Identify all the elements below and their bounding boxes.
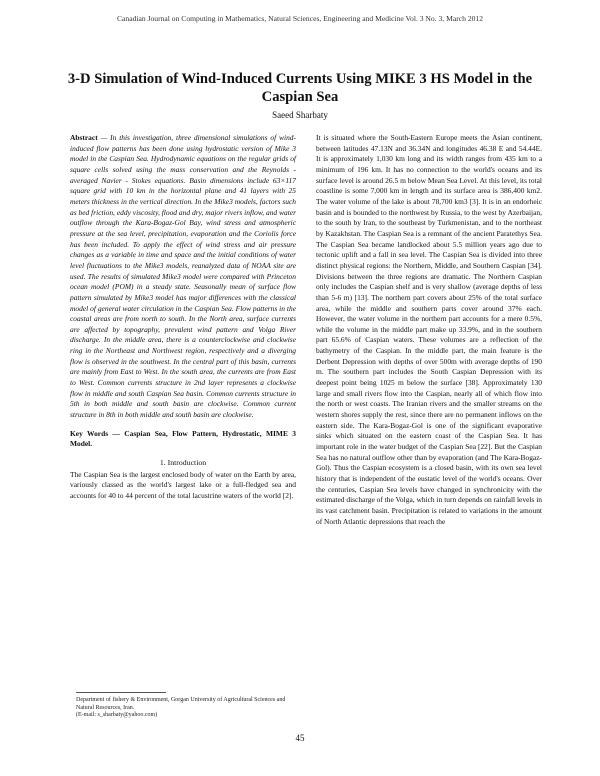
right-column-text: It is situated where the South-Eastern Europe meets the Asian continent, between latitudes 47.13N and 36.34N and longitudes 46.38 E and 54.44E. It is approximately 1,030 km long and its width ranges from 435 km to a minimum of 196 km. It has no connection to the world's oceans and its surface level is around 26.5 m below Mean Sea Level. At this level, its total coastline is some 7,000 km in length and its surface area is 386,400 km2. The water volume of the lake is about 78,700 km3 [3]. It is in an endorheic basin and is bounded to the northwest by Russia, to the west by Azerbaijan, to the south by Iran, to the southeast by Turkmenistan, and to the northeast by Kazakhstan. The Caspian Sea is a remnant of the ancient Paratethys Sea. The Caspian Sea became landlocked about 5.5 million years ago due to tectonic uplift and a fall in sea level. The Caspian Sea is divided into three distinct physical regions: the Northern, Middle, and Southern Caspian [34]. Divisions between the three regions are dramatic. The Northern Caspian only includes the Caspian shelf and is very shallow (average depths of less than 5-6 m) [13]. The northern part covers about 25% of the total surface area, while the middle and southern parts cover around 37% each. However, the water volume in the northern part accounts for a mere 0.5%, while the volume in the middle part make up 33.9%, and in the southern part 65.6% of Caspian waters. These volumes are a reflection of the bathymetry of the Caspian. In the middle part, the main feature is the Derbent Depression with depths of over 500m with average depths of 190 m. The southern part includes the South Caspian Depression with its deepest point being 1025 m below the surface [38]. Approximately 130 large and small rivers flow into the Caspian, nearly all of which flow into the north or west coasts. The Iranian rivers and the smaller streams on the western shores supply the rest, since there are no permanent inflows on the eastern side. The Kara-Bogaz-Gol is one of the significant evaporative sinks which situated on the eastern coast of the Caspian Sea. It has important role in the water budget of the Caspian Sea [22]. But the Caspian Sea has no natural outflow other than by evaporation (and The Kara-Bogaz-Gol). Thus the Caspian ecosystem is a closed basin, with its own sea level history that is independent of the eustatic level of the world's oceans. Over the centuries, Caspian Sea levels have changed in synchronicity with the estimated discharge of the Volga, which in turn depends on rainfall levels in its vast catchment basin. Precipitation is related to variations in the amount of North Atlantic depressions that reach the xyxy=(316,133,543,526)
paper-author: Saeed Sharbaty xyxy=(272,110,328,120)
journal-running-header: Canadian Journal on Computing in Mathematics, Natural Sciences, Engineering and Medicine Vol. 3 No. 3, March 2012 xyxy=(116,14,484,23)
footnote-email: (E-mail: s_sharbaty@yahoo.com) xyxy=(76,712,158,718)
paper-title: 3-D Simulation of Wind-Induced Currents Using MIKE 3 HS Model in the Caspian Sea xyxy=(67,71,533,105)
author-footnote xyxy=(76,697,296,720)
footnote-affiliation: Department of fishery & Environment, Gorgan University of Agricultural Sciences and Natural Resources, Iran. xyxy=(76,697,286,711)
abstract-label: Abstract xyxy=(70,133,98,142)
left-column xyxy=(70,133,296,502)
section-heading-introduction: 1. Introduction xyxy=(159,458,207,468)
abstract-text: — In this investigation, three dimensional simulations of wind-induced flow patterns has been done using hydrostatic version of Mike 3 model in the Caspian Sea. Hydrodynamic equations on the regular grids of square cells solved using the mass conservation and the Reynolds - averaged Navier - Stokes equations. Basin dimensions include 63×117 square grid with 10 km in the horizontal plane and 41 layers with 25 meters thickness in the vertical direction. In the Mike3 models, factors such as bed friction, eddy viscosity, flood and dry, major rivers inflow, and water outflow through the Kara-Bogaz-Gol Bay, wind stress and atmospheric pressure at the sea level, precipitation, evaporation and the Coriolis force has been included. To apply the effect of wind stress and air pressure changes as a variable in time and space and the initial conditions of water level fluctuations to the Mike3 models, reanalyzed data of NOAA site are used. The results of simulated Mike3 model were compared with Princeton ocean model (POM) in a steady state. Seasonally mean of surface flow pattern simulated by Mike3 model has major differences with the classical model of general water circulation in the Caspian Sea. Flow patterns in the coastal areas are from north to south. In the North area, surface currents are affected by topography, prevalent wind pattern and Volga River discharge. In the middle area, there is a counterclockwise and clockwise ring in the Northeast and Northwest region, respectively and a diverging flow is observed in the southwest. In the central part of this basin, currents are mainly from East to West. In the south area, the currents are from East to West. Common currents structure in 2nd layer represents a clockwise flow in middle and south Caspian Sea basin. Common currents structure in 5th in both middle and south basin are clockwise. Common current structure in 8th in both middle and south basin are clockwise. xyxy=(70,133,297,420)
right-column xyxy=(316,133,542,527)
page-number: 45 xyxy=(295,733,305,743)
keywords: Key Words — Caspian Sea, Flow Pattern, Hydrostatic, MIME 3 Model. xyxy=(70,428,296,449)
introduction-text: The Caspian Sea is the largest enclosed body of water on the Earth by area, variously classed as the world's largest lake or a full-fledged sea and accounts for 40 to 44 percent of the total lacustrine waters of the world [2]. xyxy=(70,469,296,500)
abstract xyxy=(70,133,296,421)
footnote-divider xyxy=(76,692,166,693)
